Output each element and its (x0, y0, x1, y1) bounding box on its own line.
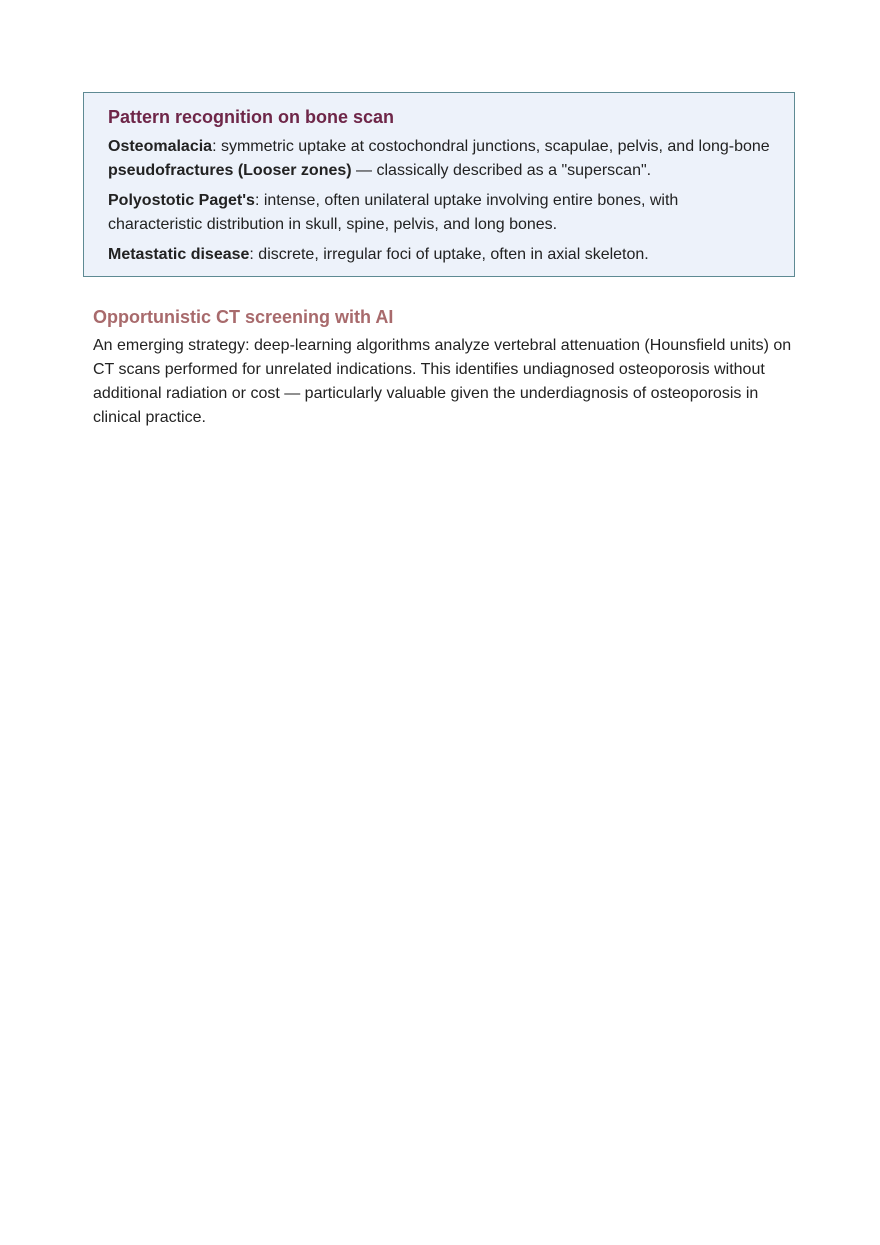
term-osteomalacia: Osteomalacia (108, 138, 213, 155)
pagets-text: : intense, often unilateral uptake involving entire bones, with characteristic distribution in skull, spine, pelvis, and long bones. (108, 192, 679, 233)
term-metastatic: Metastatic disease (108, 246, 250, 263)
section-title: Opportunistic CT screening with AI (93, 307, 394, 327)
ct-screening-section (93, 305, 793, 430)
callout-item-metastatic (108, 243, 774, 267)
bone-scan-callout-box (83, 92, 795, 277)
osteomalacia-text-b: — classically described as a "superscan". (351, 162, 652, 179)
section-body-paragraph: An emerging strategy: deep-learning algorithms analyze vertebral attenuation (Hounsfield units) on CT scans performed for unrelated indications. This identifies undiagnosed osteoporosis without additional radiation or cost — particularly valuable given the underdiagnosis of osteoporosis in clinical practice. (93, 337, 792, 426)
callout-item-pagets (108, 189, 774, 237)
callout-item-osteomalacia (108, 135, 774, 183)
osteomalacia-text-a: : symmetric uptake at costochondral junctions, scapulae, pelvis, and long-bone (212, 138, 770, 155)
term-pagets: Polyostotic Paget's (108, 192, 255, 209)
metastatic-text: : discrete, irregular foci of uptake, often in axial skeleton. (249, 246, 649, 263)
looser-zones-phrase: pseudofractures (Looser zones) (108, 162, 352, 179)
callout-title: Pattern recognition on bone scan (108, 107, 395, 127)
